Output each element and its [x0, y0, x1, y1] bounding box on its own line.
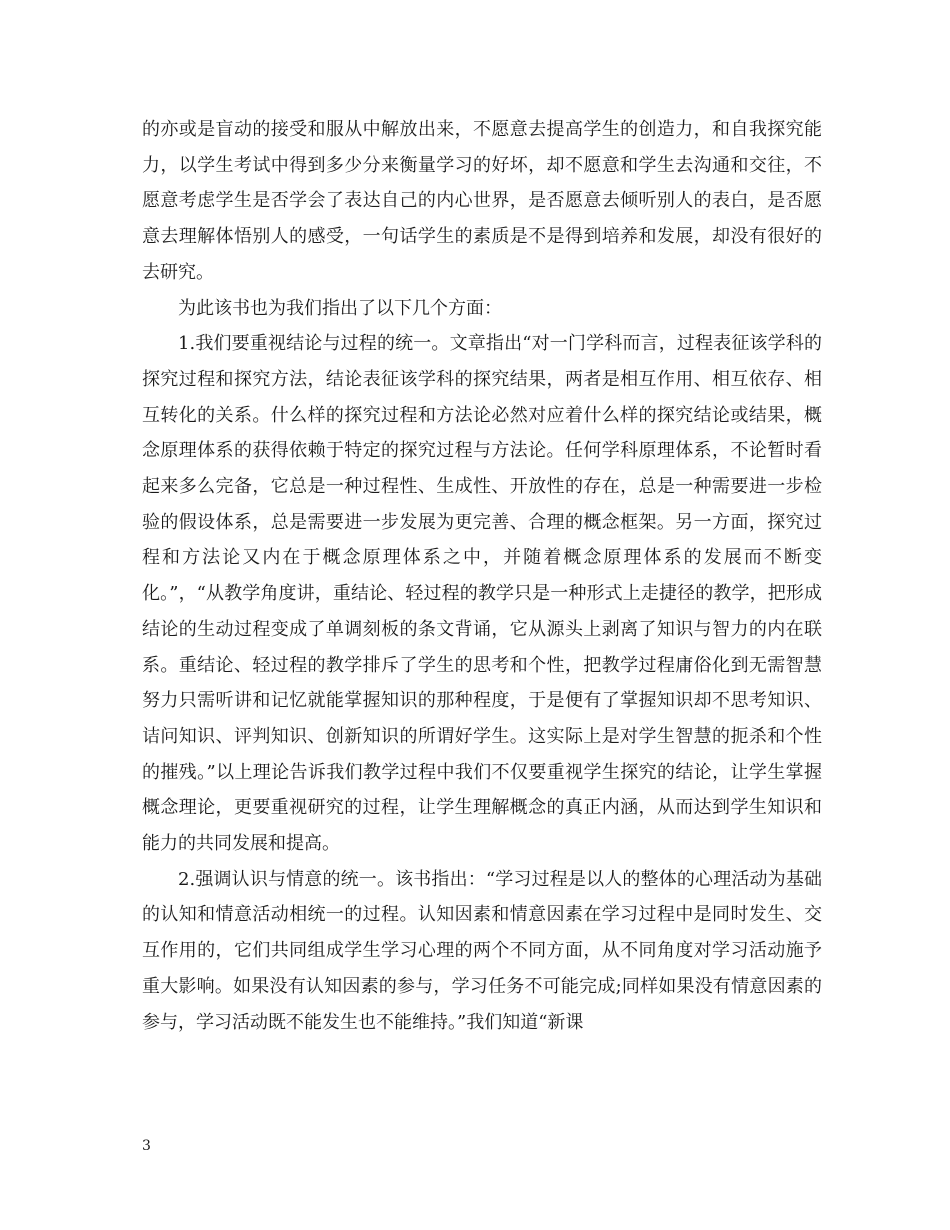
page-number: 3: [142, 1138, 151, 1154]
paragraph-4: 2.强调认识与情意的统一。该书指出：“学习过程是以人的整体的心理活动为基础的认知和情意活动相统一的过程。认知因素和情意因素在学习过程中是同时发生、交互作用的，它们共同组成学生学习心理的两个不同方面，从不同角度对学习活动施予重大影响。如果没有认知因素的参与，学习任务不可能完成;同样如果没有情意因素的参与，学习活动既不能发生也不能维持。”我们知道“新课: [142, 868, 822, 1033]
body-text: [142, 112, 822, 1040]
paragraph-2: 为此该书也为我们指出了以下几个方面：: [178, 297, 502, 319]
paragraph-1: 的亦或是盲动的接受和服从中解放出来，不愿意去提高学生的创造力，和自我探究能力，以学生考试中得到多少分来衡量学习的好坏，却不愿意和学生去沟通和交往，不愿意考虑学生是否学会了表达自己的内心世界，是否愿意去倾听别人的表白，是否愿意去理解体悟别人的感受，一句话学生的素质是不是得到培养和发展，却没有很好的去研究。: [142, 119, 822, 283]
paragraph-3: 1.我们要重视结论与过程的统一。文章指出“对一门学科而言，过程表征该学科的探究过程和探究方法，结论表征该学科的探究结果，两者是相互作用、相互依存、相互转化的关系。什么样的探究过程和方法论必然对应着什么样的探究结论或结果，概念原理体系的获得依赖于特定的探究过程与方法论。任何学科原理体系，不论暂时看起来多么完备，它总是一种过程性、生成性、开放性的存在，总是一种需要进一步检验的假设体系，总是需要进一步发展为更完善、合理的概念框架。另一方面，探究过程和方法论又内在于概念原理体系之中，并随着概念原理体系的发展而不断变化。”，“从教学角度讲，重结论、轻过程的教学只是一种形式上走捷径的教学，把形成结论的生动过程变成了单调刻板的条文背诵，它从源头上剥离了知识与智力的内在联系。重结论、轻过程的教学排斥了学生的思考和个性，把教学过程庸俗化到无需智慧努力只需听讲和记忆就能掌握知识的那种程度，于是便有了掌握知识却不思考知识、诘问知识、评判知识、创新知识的所谓好学生。这实际上是对学生智慧的扼杀和个性的摧残。”以上理论告诉我们教学过程中我们不仅要重视学生探究的结论，让学生掌握概念理论，更要重视研究的过程，让学生理解概念的真正内涵，从而达到学生知识和能力的共同发展和提高。: [142, 333, 822, 855]
